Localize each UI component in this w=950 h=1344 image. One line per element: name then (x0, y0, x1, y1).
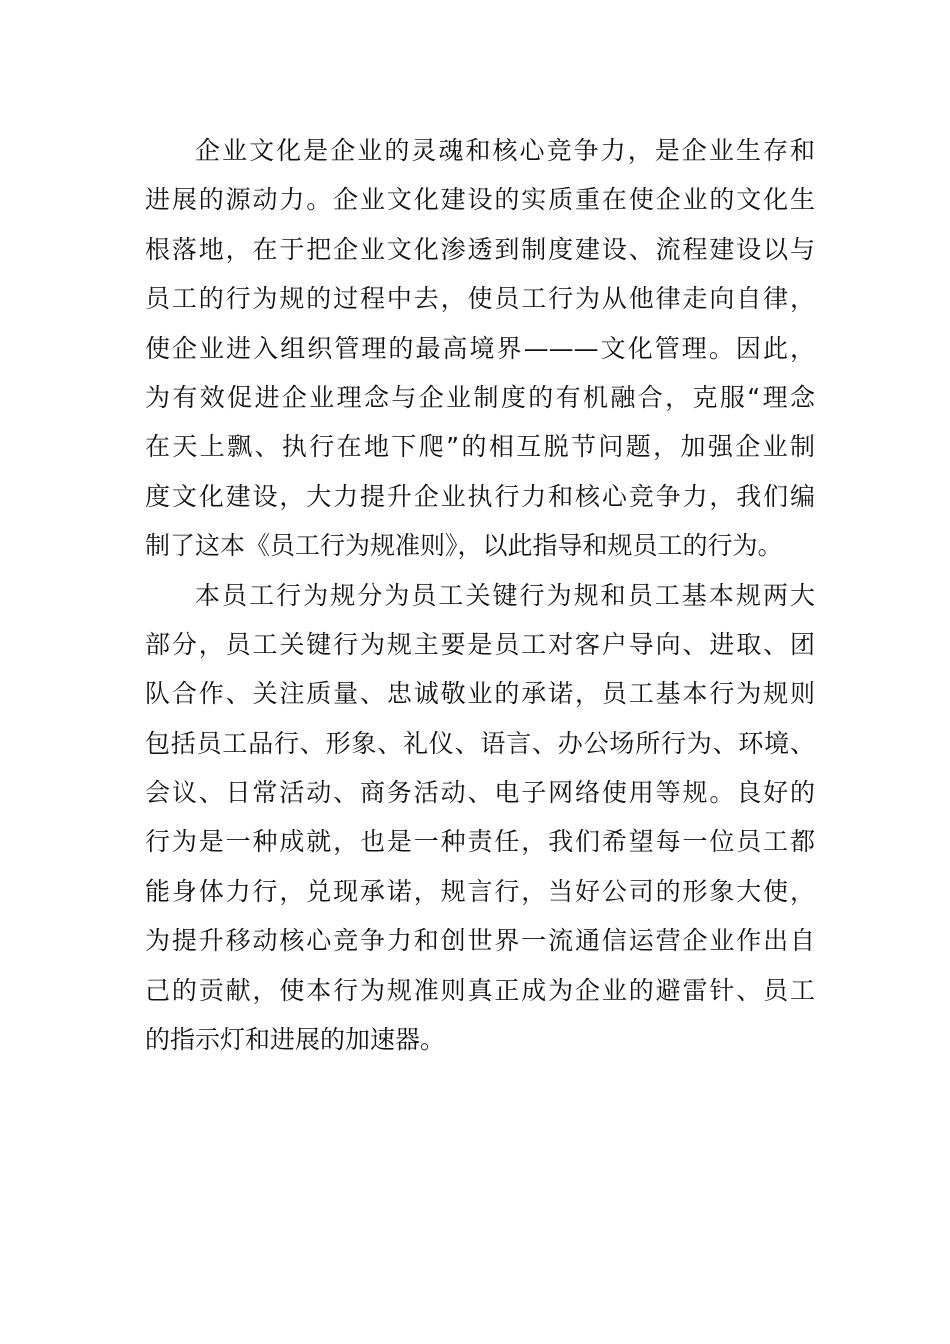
paragraph-line: 进展的源动力。企业文化建设的实质重在使企业的文化生 (145, 185, 815, 215)
paragraph-line: 会议、日常活动、商务活动、电子网络使用等规。良好的 (145, 778, 815, 808)
paragraph-line: 员工的行为规的过程中去，使员工行为从他律走向自律， (145, 284, 815, 314)
document-body (145, 126, 815, 1064)
paragraph-line: 企业文化是企业的灵魂和核心竞争力，是企业生存和 (195, 136, 815, 165)
paragraph-line: 制了这本《员工行为规准则》，以此指导和规员工的行为。 (145, 531, 783, 561)
paragraph-line: 部分，员工关键行为规主要是员工对客户导向、进取、团 (145, 629, 815, 659)
paragraph-scope (145, 571, 815, 1065)
paragraph-line: 己的贡献，使本行为规准则真正成为企业的避雷针、员工 (145, 975, 815, 1005)
paragraph-line: 行为是一种成就，也是一种责任，我们希望每一位员工都 (145, 827, 815, 857)
paragraph-line: 队合作、关注质量、忠诚敬业的承诺，员工基本行为规则 (145, 679, 815, 709)
paragraph-line: 根落地，在于把企业文化渗透到制度建设、流程建设以与 (145, 234, 815, 264)
paragraph-line: 的指示灯和进展的加速器。 (145, 1025, 446, 1055)
paragraph-line: 本员工行为规分为员工关键行为规和员工基本规两大 (195, 580, 815, 610)
paragraph-line: 在天上飘、执行在地下爬”的相互脱节问题，加强企业制 (145, 432, 815, 462)
paragraph-line: 为有效促进企业理念与企业制度的有机融合，克服“理念 (145, 382, 815, 412)
paragraph-line: 为提升移动核心竞争力和创世界一流通信运营企业作出自 (145, 926, 815, 956)
paragraph-line: 使企业进入组织管理的最高境界———文化管理。因此， (145, 333, 815, 363)
paragraph-intro (145, 126, 815, 571)
paragraph-line: 包括员工品行、形象、礼仪、语言、办公场所行为、环境、 (145, 728, 815, 758)
paragraph-line: 度文化建设，大力提升企业执行力和核心竞争力，我们编 (145, 481, 815, 511)
paragraph-line: 能身体力行，兑现承诺，规言行，当好公司的形象大使， (145, 876, 815, 906)
